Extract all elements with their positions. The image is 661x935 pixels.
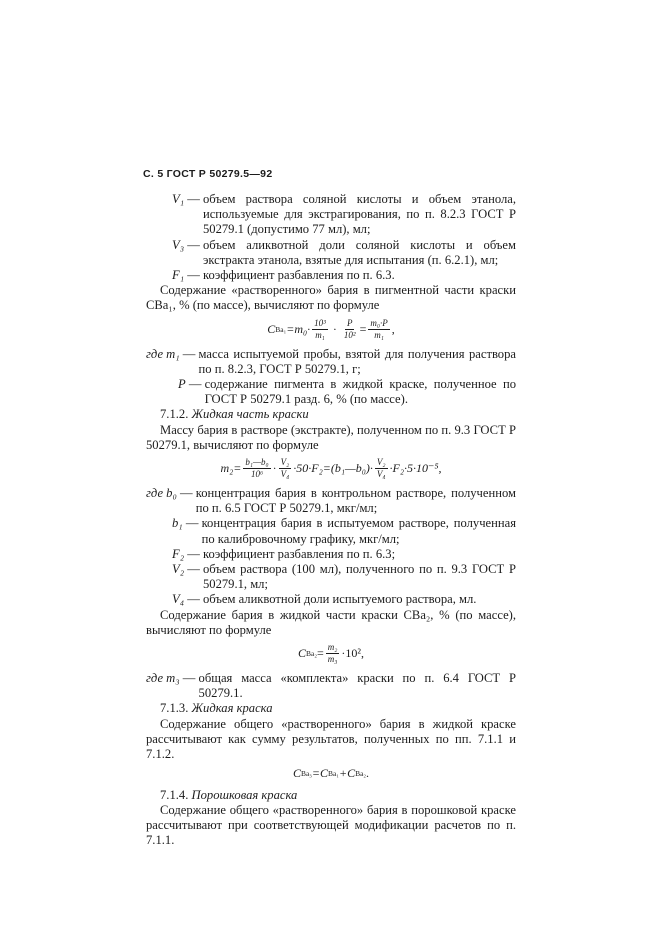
definition-item: где m₃ — общая масса «комплекта» краски по п. 6.4 ГОСТ Р 50279.1. xyxy=(146,671,516,701)
definition-symbol: P xyxy=(178,377,186,392)
definition-text: объем аликвотной доли соляной кислоты и объем экстракта этанола, взятые для испытания (п. 6.2.1), мл; xyxy=(202,237,516,267)
formula-2: m₂= $\frac{\text{b₁—b₀}}{\text{10⁶}}$ · $\frac{\text{V₂}}{\text{V₄}}$ ·50·F₂=(b₁—b₀)· $\frac{\text{V₂}}{\text{V₄}}$ ·F₂·5·10⁻⁵, xyxy=(220,457,442,480)
definition-symbol: b₁ xyxy=(172,516,183,531)
definitions-block-3 xyxy=(146,486,516,608)
definition-item: где b₀ — концентрация бария в контрольном растворе, полученном по п. 6.5 ГОСТ Р 50279.1, мкг/мл; xyxy=(146,486,516,516)
definition-symbol: где m₃ xyxy=(146,671,180,686)
definition-item: b₁ — концентрация бария в испытуемом растворе, полученная по калибровочному графику, мкг/мл; xyxy=(172,516,516,546)
fraction: $\frac{\text{b₁—b₀}}{\text{10⁶}}$ xyxy=(245,457,269,480)
fraction: $\frac{\text{m₂}}{\text{m₃}}$ xyxy=(327,642,338,665)
definition-text: объем аликвотной доли испытуемого раствора, мл. xyxy=(202,592,477,607)
definition-item: F₂ — коэффициент разбавления по п. 6.3; xyxy=(172,547,516,562)
paragraph: Массу бария в растворе (экстракте), полученном по п. 9.3 ГОСТ Р 50279.1, вычисляют по формуле xyxy=(146,422,516,452)
fraction: $\frac{P}{\text{10²}}$ xyxy=(343,317,356,340)
paragraph: Содержание бария в жидкой части краски CBa₂, % (по массе), вычисляют по формуле xyxy=(146,607,516,637)
definition-text: масса испытуемой пробы, взятой для получения раствора по п. 8.2.3, ГОСТ Р 50279.1, г; xyxy=(198,346,516,376)
formula-1: C Ba₁ =m₀· $\frac{\text{10³}}{\text{m₁}}$ · $\frac{P}{\text{10²}}$ = $\frac{\text{m₀·P}}{\text{m₁}}$ , xyxy=(267,317,395,340)
definition-text: коэффициент разбавления по п. 6.3; xyxy=(202,546,396,561)
definition-symbol: где b₀ xyxy=(146,486,177,501)
definitions-block-1 xyxy=(146,192,516,283)
paragraph: Содержание «растворенного» бария в пигментной части краски CBa₁, % (по массе), вычисляют по формуле xyxy=(146,283,516,313)
section-heading-7-1-3: 7.1.3. Жидкая краска xyxy=(160,701,273,716)
definition-item: V₂ — объем раствора (100 мл), полученного по п. 9.3 ГОСТ Р 50279.1, мл; xyxy=(172,562,516,592)
page-header: С. 5 ГОСТ Р 50279.5—92 xyxy=(143,168,273,180)
definitions-block-2 xyxy=(146,347,516,408)
definition-text: концентрация бария в испытуемом растворе, полученная по калибровочному графику, мкг/мл; xyxy=(201,516,516,546)
section-heading-7-1-4: 7.1.4. Порошковая краска xyxy=(160,787,298,802)
definition-item: F₁ — коэффициент разбавления по п. 6.3. xyxy=(172,268,516,283)
definition-item: V₁ — объем раствора соляной кислоты и объем этанола, используемые для экстрагирования, по п. 8.2.3 ГОСТ Р 50279.1 (допустимо 77 мл), мл; xyxy=(172,192,516,237)
definition-text: общая масса «комплекта» краски по п. 6.4 ГОСТ Р 50279.1. xyxy=(198,671,516,701)
definition-symbol: V₂ xyxy=(172,562,185,577)
definition-item: P — содержание пигмента в жидкой краске, полученное по ГОСТ Р 50279.1 разд. 6, % (по массе). xyxy=(178,377,516,407)
definition-symbol: где m₁ xyxy=(146,346,180,361)
definition-symbol: F₁ xyxy=(172,268,185,283)
definition-symbol: V₁ xyxy=(172,192,185,206)
definition-symbol: V₃ xyxy=(172,237,185,252)
formula-3: C Ba₂ = $\frac{\text{m₂}}{\text{m₃}}$ ·10², xyxy=(298,642,364,665)
paragraph: Содержание общего «растворенного» бария в жидкой краске рассчитывают как сумму результатов, полученных по пп. 7.1.1 и 7.1.2. xyxy=(146,716,516,762)
definition-item: где m₁ — масса испытуемой пробы, взятой для получения раствора по п. 8.2.3, ГОСТ Р 50279.1, г; xyxy=(146,346,516,376)
fraction: $\frac{\text{V₂}}{\text{V₄}}$ xyxy=(376,457,386,480)
definition-symbol: V₄ xyxy=(172,592,185,607)
definition-item: V₄ — объем аликвотной доли испытуемого раствора, мл. xyxy=(172,592,516,607)
fraction: $\frac{\text{10³}}{\text{m₁}}$ xyxy=(314,317,326,340)
section-heading-7-1-2: 7.1.2. Жидкая часть краски xyxy=(160,407,309,422)
paragraph: Содержание общего «растворенного» бария в порошковой краске рассчитывают при соответствующей модификации расчетов по п. 7.1.1. xyxy=(146,802,516,848)
definitions-block-4 xyxy=(146,671,516,701)
formula-4: C Ba₃ =C Ba₁ +C Ba₂ . xyxy=(292,766,370,781)
fraction: $\frac{\text{m₀·P}}{\text{m₁}}$ xyxy=(370,317,388,340)
definition-text: объем раствора (100 мл), полученного по п. 9.3 ГОСТ Р 50279.1, мл; xyxy=(202,562,516,592)
definition-text: содержание пигмента в жидкой краске, полученное по ГОСТ Р 50279.1 разд. 6, % (по массе). xyxy=(204,377,516,407)
definition-item: V₃ — объем аликвотной доли соляной кислоты и объем экстракта этанола, взятые для испытания (п. 6.2.1), мл; xyxy=(172,237,516,267)
definition-symbol: F₂ xyxy=(172,546,185,561)
page-content xyxy=(146,192,516,848)
definition-text: коэффициент разбавления по п. 6.3. xyxy=(202,268,395,283)
fraction: $\frac{\text{V₂}}{\text{V₄}}$ xyxy=(280,457,290,480)
definition-text: объем раствора соляной кислоты и объем этанола, используемые для экстрагирования, по п. 8.2.3 ГОСТ Р 50279.1 (допустимо 77 мл), мл; xyxy=(202,192,516,237)
definition-text: концентрация бария в контрольном растворе, полученном по п. 6.5 ГОСТ Р 50279.1, мкг/мл; xyxy=(195,486,516,516)
